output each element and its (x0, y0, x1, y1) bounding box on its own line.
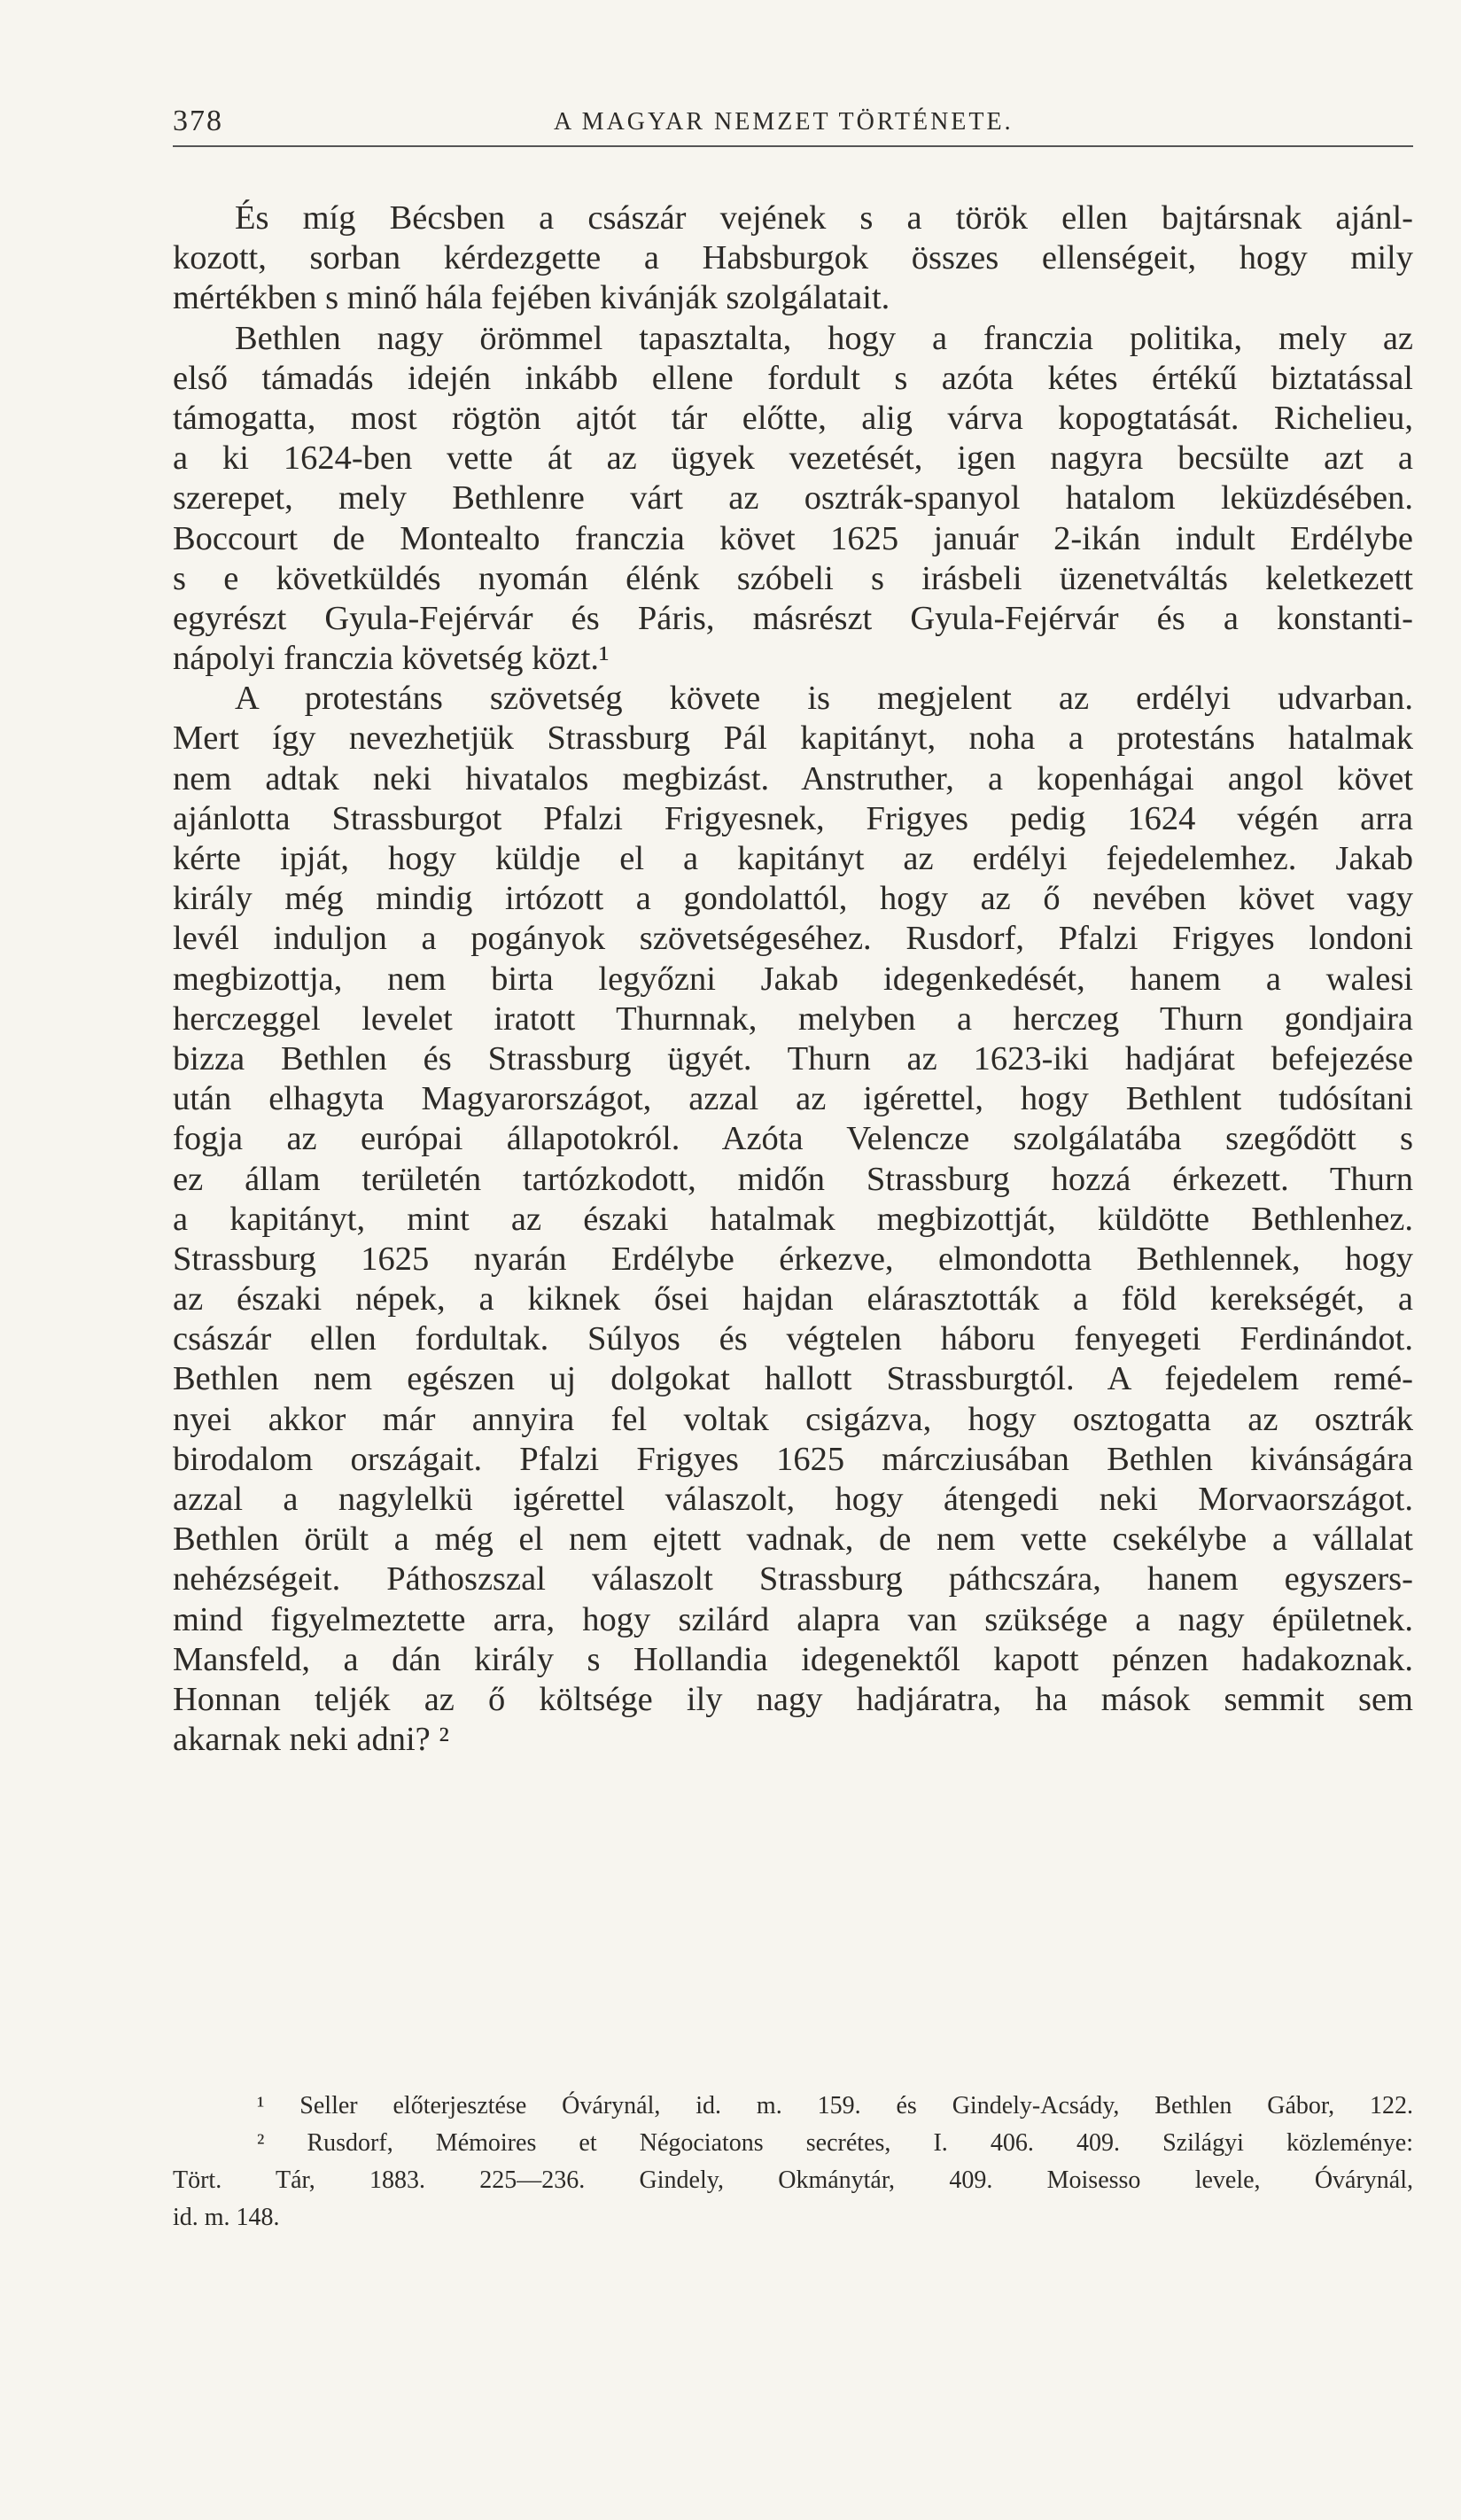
footnote-line: ¹ Seller előterjesztése Óvárynál, id. m. 159. és Gindely-Acsády, Bethlen Gábor, 122. (257, 2092, 1413, 2119)
text-line: ez állam területén tartózkodott, midőn Strassburg hozzá érkezett. Thurn (173, 1160, 1413, 1198)
text-line: szerepet, mely Bethlenre várt az osztrák-spanyol hatalom leküzdésében. (173, 479, 1413, 517)
text-line: egyrészt Gyula-Fejérvár és Páris, másrészt Gyula-Fejérvár és a konstanti- (173, 599, 1413, 637)
text-line: nápolyi franczia követség közt.¹ (173, 640, 610, 678)
footnote-line: Tört. Tár, 1883. 225—236. Gindely, Okmánytár, 409. Moisesso levele, Óvárynál, (173, 2166, 1413, 2194)
footnote-line: ² Rusdorf, Mémoires et Négociatons secrétes, I. 406. 409. Szilágyi közleménye: (257, 2129, 1413, 2157)
text-line: levél induljon a pogányok szövetségeséhez. Rusdorf, Pfalzi Frigyes londoni (173, 920, 1413, 958)
text-line: Mert így nevezhetjük Strassburg Pál kapitányt, noha a protestáns hatalmak (173, 719, 1413, 758)
text-line: Bethlen örült a még el nem ejtett vadnak, de nem vette csekélybe a vállalat (173, 1521, 1413, 1559)
text-line: kozott, sorban kérdezgette a Habsburgok összes ellenségeit, hogy mily (173, 239, 1413, 277)
text-line: s e követküldés nyomán élénk szóbeli s irásbeli üzenetváltás keletkezett (173, 559, 1413, 597)
page-header (173, 99, 1413, 151)
text-line: bizza Bethlen és Strassburg ügyét. Thurn az 1623-iki hadjárat befejezése (173, 1039, 1413, 1077)
text-line: A protestáns szövetség követe is megjelent az erdélyi udvarban. (235, 680, 1413, 718)
text-line: akarnak neki adni? ² (173, 1721, 449, 1759)
text-line: a kapitányt, mint az északi hatalmak megbizottját, küldötte Bethlenhez. (173, 1200, 1413, 1238)
text-line: ajánlotta Strassburgot Pfalzi Frigyesnek, Frigyes pedig 1624 végén arra (173, 799, 1413, 837)
text-line: nem adtak neki hivatalos megbizást. Anstruther, a kopenhágai angol követ (173, 759, 1413, 797)
text-line: mértékben s minő hála fejében kivánják szolgálatait. (173, 279, 890, 317)
text-line: császár ellen fordultak. Súlyos és végtelen háboru fenyegeti Ferdinándot. (173, 1320, 1413, 1358)
text-line: Bethlen nagy örömmel tapasztalta, hogy a franczia politika, mely az (235, 319, 1413, 357)
text-line: első támadás idején inkább ellene fordult s azóta kétes értékű biztatással (173, 359, 1413, 397)
footnotes (173, 2088, 1413, 2236)
footnote-line: id. m. 148. (173, 2204, 280, 2231)
text-line: nyei akkor már annyira fel voltak csigázva, hogy osztogatta az osztrák (173, 1400, 1413, 1438)
page-number: 378 (173, 105, 223, 137)
text-line: És míg Bécsben a császár vejének s a török ellen bajtársnak ajánl- (235, 199, 1413, 237)
text-line: herczeggel levelet iratott Thurnnak, melyben a herczeg Thurn gondjaira (173, 999, 1413, 1038)
body-text (173, 198, 1413, 1760)
header-rule (173, 145, 1413, 147)
text-line: Mansfeld, a dán király s Hollandia idegenektől kapott pénzen hadakoznak. (173, 1640, 1413, 1678)
text-line: a ki 1624-ben vette át az ügyek vezetését, igen nagyra becsülte azt a (173, 439, 1413, 478)
text-line: Boccourt de Montealto franczia követ 1625 január 2-ikán indult Erdélybe (173, 519, 1413, 557)
text-line: támogatta, most rögtön ajtót tár előtte, alig várva kopogtatását. Richelieu, (173, 399, 1413, 437)
text-line: birodalom országait. Pfalzi Frigyes 1625 márcziusában Bethlen kivánságára (173, 1440, 1413, 1478)
text-line: Honnan teljék az ő költsége ily nagy hadjáratra, ha mások semmit sem (173, 1680, 1413, 1718)
text-line: kérte ipját, hogy küldje el a kapitányt az erdélyi fejedelemhez. Jakab (173, 840, 1413, 877)
text-line: Bethlen nem egészen uj dolgokat hallott Strassburgtól. A fejedelem remé- (173, 1360, 1413, 1398)
text-line: fogja az európai állapotokról. Azóta Velencze szolgálatába szegődött s (173, 1120, 1413, 1158)
running-title: A MAGYAR NEMZET TÖRTÉNETE. (554, 108, 1014, 136)
text-line: megbizottja, nem birta legyőzni Jakab idegenkedését, hanem a walesi (173, 960, 1413, 998)
text-line: mind figyelmeztette arra, hogy szilárd alapra van szüksége a nagy épületnek. (173, 1600, 1413, 1638)
text-line: Strassburg 1625 nyarán Erdélybe érkezve, elmondotta Bethlennek, hogy (173, 1240, 1413, 1278)
text-line: után elhagyta Magyarországot, azzal az igérettel, hogy Bethlent tudósítani (173, 1080, 1413, 1118)
text-line: nehézségeit. Páthoszszal válaszolt Strassburg páthcszára, hanem egyszers- (173, 1560, 1413, 1598)
text-line: az északi népek, a kiknek ősei hajdan elárasztották a föld kerekségét, a (173, 1280, 1413, 1318)
text-line: király még mindig irtózott a gondolattól, hogy az ő nevében követ vagy (173, 880, 1413, 918)
text-line: azzal a nagylelkü igérettel válaszolt, hogy átengedi neki Morvaországot. (173, 1481, 1413, 1518)
